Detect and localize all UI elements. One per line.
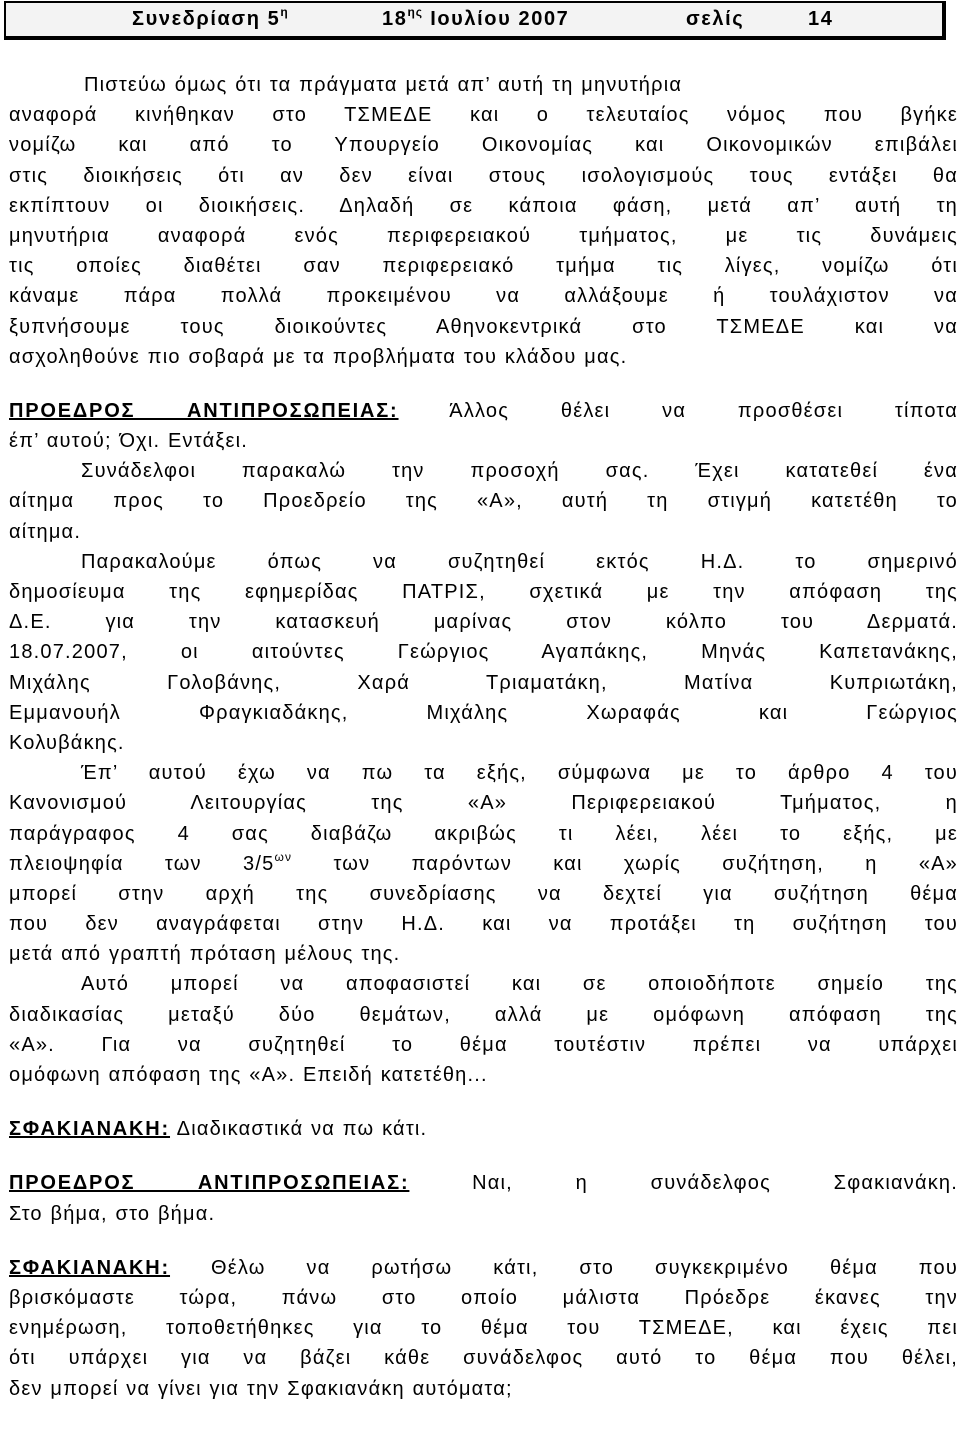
text-line: Κολυβάκης. — [9, 731, 125, 754]
text-line: 18.07.2007, οι αιτούντες Γεώργιος Αγαπάκης, Μηνάς Καπετανάκης, — [9, 641, 958, 664]
page-number: 14 — [808, 8, 834, 30]
text-line: αίτημα προς το Προεδρείο της «Α», αυτή τη στιγμή κατετέθη το — [9, 490, 958, 513]
text-line: αίτημα. — [9, 520, 82, 543]
text-line: ξυπνήσουμε τους διοικούντες Αθηνοκεντρικά στο ΤΣΜΕΔΕ και να — [9, 315, 958, 338]
text-line: Εμμανουήλ Φραγκιαδάκης, Μιχάλης Χωραφάς και Γεώργιος — [9, 701, 958, 724]
text-line: κάναμε πάρα πολλά προκειμένου να αλλάξουμε ή τουλάχιστον να — [9, 285, 958, 308]
text-line: Πιστεύω όμως ότι τα πράγματα μετά απ’ αυτή τη μηνυτήρια — [84, 74, 683, 96]
text-line: στις διοικήσεις ότι αν δεν είναι στους ισολογισμούς τους εντάξει θα — [9, 164, 958, 187]
text-line: βρισκόμαστε τώρα, πάνω στο οποίο μάλιστα Πρόεδρε έκανες την — [9, 1286, 958, 1309]
text-line: ασχοληθούνε πιο σοβαρά με τα προβλήματα του κλάδου μας. — [9, 345, 628, 368]
text-line: Αυτό μπορεί να αποφασιστεί και σε οποιοδήποτε σημείο της — [81, 973, 958, 996]
session-date: $18^{\eta\varsigma}$ Ιουλίου 2007 — [382, 5, 570, 30]
text-line: διαδικασίας μεταξύ δύο θεμάτων, αλλά με ομόφωνη απόφαση της — [9, 1003, 958, 1026]
transcript-body — [9, 70, 958, 1404]
text-line: «Α». Για να συζητηθεί το θέμα τουτέστιν πρέπει να υπάρχει — [9, 1033, 958, 1056]
speaker-name: ΠΡΟΕΔΡΟΣ ΑΝΤΙΠΡΟΣΩΠΕΙΑΣ: — [9, 399, 399, 422]
text-line: έπ’ αυτού; Όχι. Εντάξει. — [9, 430, 248, 453]
text-line: παράγραφος 4 σας διαβάζω ακριβώς τι λέει, λέει το εξής, με — [9, 822, 958, 845]
speech-chairman-2 — [9, 1168, 958, 1228]
text-line: Δ.Ε. για την κατασκευή μαρίνας στον κόλπο του Δερματά. — [9, 611, 958, 634]
text-line: Κανονισμού Λειτουργίας της «Α» Περιφερειακού Τμήματος, η — [9, 792, 958, 815]
text-line: ΠΡΟΕΔΡΟΣ ΑΝΤΙΠΡΟΣΩΠΕΙΑΣ: Ναι, η συνάδελφος Σφακιανάκη. — [9, 1172, 958, 1195]
text-line: ότι υπάρχει για να βάζει κάθε συνάδελφος αυτό το θέμα που θέλει, — [9, 1347, 958, 1370]
text-line: μετά από γραπτή πρόταση μέλους της. — [9, 943, 401, 966]
text-line: μηνυτήρια αναφορά ενός περιφερειακού τμήματος, με τις δυνάμεις — [9, 224, 958, 247]
text-line: Έπ’ αυτού έχω να πω τα εξής, σύμφωνα με το άρθρο 4 του — [81, 762, 958, 785]
speaker-name: ΠΡΟΕΔΡΟΣ ΑΝΤΙΠΡΟΣΩΠΕΙΑΣ: — [9, 1172, 410, 1195]
text-line: πλειοψηφία των $3/5^{\omega\nu}$ των παρόντων και χωρίς συζήτηση, η «Α» — [9, 849, 959, 875]
text-line: Στο βήμα, στο βήμα. — [9, 1202, 216, 1225]
text-line: ενημέρωση, τοποθετήθηκες για το θέμα του ΤΣΜΕΔΕ, και έχεις πει — [9, 1317, 958, 1340]
paragraph-intro — [9, 70, 958, 372]
text-line: ΣΦΑΚΙΑΝΑΚΗ: Διαδικαστικά να πω κάτι. — [9, 1118, 428, 1141]
text-line: που δεν αναγράφεται στην Η.Δ. και να προτάξει τη συζήτηση του — [9, 913, 958, 936]
text-line: τις οποίες διαθέτει σαν περιφερειακό τμήμα τις λίγες, νομίζω ότι — [9, 255, 958, 278]
text-line: δεν μπορεί να γίνει για την Σφακιανάκη αυτόματα; — [9, 1377, 513, 1400]
text-line: ομόφωνη απόφαση της «Α». Επειδή κατετέθη... — [9, 1064, 488, 1086]
session-label: Συνεδρίαση $5^\eta$ — [132, 5, 289, 30]
speech-sfakianaki-2 — [9, 1253, 958, 1404]
text-line: αναφορά κινήθηκαν στο ΤΣΜΕΔΕ και ο τελευταίος νόμος που βγήκε — [9, 104, 958, 127]
speech-sfakianaki-1 — [9, 1114, 958, 1144]
text-line: δημοσίευμα της εφημερίδας ΠΑΤΡΙΣ, σχετικά με την απόφαση της — [9, 581, 958, 603]
text-line: ΣΦΑΚΙΑΝΑΚΗ: Θέλω να ρωτήσω κάτι, στο συγκεκριμένο θέμα που — [9, 1256, 958, 1279]
text-line: ΠΡΟΕΔΡΟΣ ΑΝΤΙΠΡΟΣΩΠΕΙΑΣ: Άλλος θέλει να προσθέσει τίποτα — [9, 399, 959, 422]
page-header — [4, 1, 946, 40]
text-line: Συνάδελφοι παρακαλώ την προσοχή σας. Έχει κατατεθεί ένα — [81, 460, 958, 483]
speech-chairman-1 — [9, 396, 958, 1090]
text-line: νομίζω και από το Υπουργείο Οικονομίας και Οικονομικών επιβάλει — [9, 134, 958, 157]
text-line: εκπίπτουν οι διοικήσεις. Δηλαδή σε κάποια φάση, μετά απ’ αυτή τη — [9, 194, 958, 217]
text-line: Μιχάλης Γολοβάνης, Χαρά Τριαματάκη, Ματίνα Κυπριωτάκη, — [9, 671, 958, 694]
text-line: Παρακαλούμε όπως να συζητηθεί εκτός Η.Δ. το σημερινό — [81, 550, 958, 573]
text-line: μπορεί στην αρχή της συνεδρίασης να δεχτεί για συζήτηση θέμα — [9, 882, 958, 905]
page-label: σελίς — [686, 8, 745, 30]
speaker-name: ΣΦΑΚΙΑΝΑΚΗ: — [9, 1118, 171, 1141]
speaker-name: ΣΦΑΚΙΑΝΑΚΗ: — [9, 1256, 171, 1279]
